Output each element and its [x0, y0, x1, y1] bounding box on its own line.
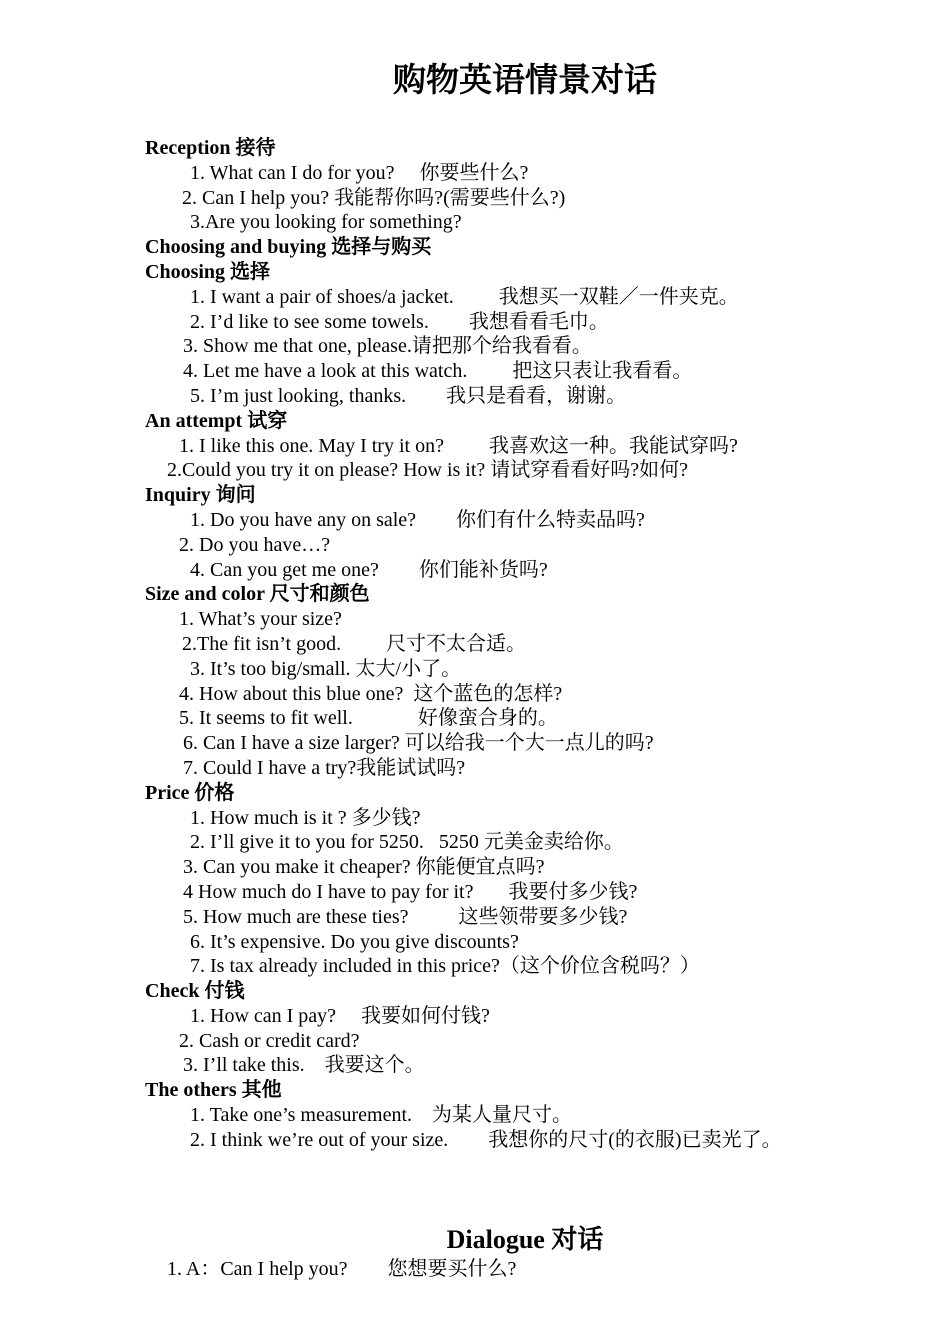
phrase-line: 2. Cash or credit card?	[179, 1029, 360, 1052]
dialogue-line: 1. A：Can I help you? 您想要买什么?	[167, 1258, 517, 1280]
phrase-line: 5. I’m just looking, thanks. 我只是看看，谢谢。	[190, 384, 627, 407]
phrase-line: 4 How much do I have to pay for it? 我要付多少钱?	[183, 880, 638, 903]
phrase-line: 4. Let me have a look at this watch. 把这只表让我看看。	[183, 360, 693, 383]
phrase-line: 3. Can you make it cheaper? 你能便宜点吗?	[183, 856, 545, 879]
section-heading: Choosing and buying 选择与购买	[145, 236, 432, 259]
phrase-line: 3. I’ll take this. 我要这个。	[183, 1054, 425, 1077]
phrase-line: 7. Is tax already included in this price?（这个价位含税吗？）	[190, 955, 700, 978]
phrase-line: 6. Can I have a size larger? 可以给我一个大一点儿的吗?	[183, 732, 654, 755]
phrase-line: 5. How much are these ties? 这些领带要多少钱?	[183, 905, 628, 928]
section-heading: Choosing 选择	[145, 260, 271, 283]
section-heading: Size and color 尺寸和颜色	[145, 583, 370, 606]
phrase-line: 2. I’ll give it to you for 5250. 5250 元美金卖给你。	[190, 831, 624, 854]
phrase-line: 1. What’s your size?	[179, 608, 342, 631]
dialogue-title: Dialogue 对话	[446, 1225, 604, 1254]
section-heading: The others 其他	[145, 1079, 282, 1102]
phrase-line: 2. Can I help you? 我能帮你吗?(需要些什么?)	[182, 186, 566, 209]
phrase-line: 7. Could I have a try?我能试试吗?	[183, 756, 466, 779]
phrase-line: 3. Show me that one, please.请把那个给我看看。	[183, 335, 592, 358]
phrase-list	[145, 136, 935, 1153]
phrase-line: 3. It’s too big/small. 太大/小了。	[190, 657, 462, 680]
section-heading: An attempt 试穿	[145, 409, 288, 432]
phrase-line: 1. How can I pay? 我要如何付钱?	[190, 1004, 490, 1027]
section-heading: Inquiry 询问	[145, 484, 256, 507]
phrase-line: 1. Take one’s measurement. 为某人量尺寸。	[190, 1104, 573, 1127]
phrase-line: 5. It seems to fit well. 好像蛮合身的。	[179, 707, 558, 730]
phrase-line: 6. It’s expensive. Do you give discounts?	[190, 930, 519, 953]
phrase-line: 4. How about this blue one? 这个蓝色的怎样?	[179, 682, 563, 705]
phrase-line: 2.The fit isn’t good. 尺寸不太合适。	[182, 632, 527, 655]
section-heading: Reception 接待	[145, 137, 276, 159]
document-title: 购物英语情景对话	[393, 60, 657, 99]
phrase-line: 2. I think we’re out of your size. 我想你的尺寸(的衣服)已卖光了。	[190, 1128, 782, 1151]
phrase-line: 2. Do you have…?	[179, 533, 331, 556]
phrase-line: 1. I like this one. May I try it on? 我喜欢这一种。我能试穿吗?	[179, 434, 738, 457]
phrase-line: 3.Are you looking for something?	[190, 211, 462, 234]
phrase-line: 4. Can you get me one? 你们能补货吗?	[190, 558, 548, 581]
section-heading: Check 付钱	[145, 980, 245, 1003]
phrase-line: 1. What can I do for you? 你要些什么?	[190, 161, 529, 184]
phrase-line: 2.Could you try it on please? How is it? 请试穿看看好吗?如何?	[167, 459, 689, 482]
phrase-line: 1. I want a pair of shoes/a jacket. 我想买一双鞋／一件夹克。	[190, 285, 739, 308]
phrase-line: 1. Do you have any on sale? 你们有什么特卖品吗?	[190, 508, 645, 531]
phrase-line: 1. How much is it ? 多少钱?	[190, 806, 421, 829]
section-heading: Price 价格	[145, 781, 235, 804]
phrase-line: 2. I’d like to see some towels. 我想看看毛巾。	[190, 310, 609, 333]
